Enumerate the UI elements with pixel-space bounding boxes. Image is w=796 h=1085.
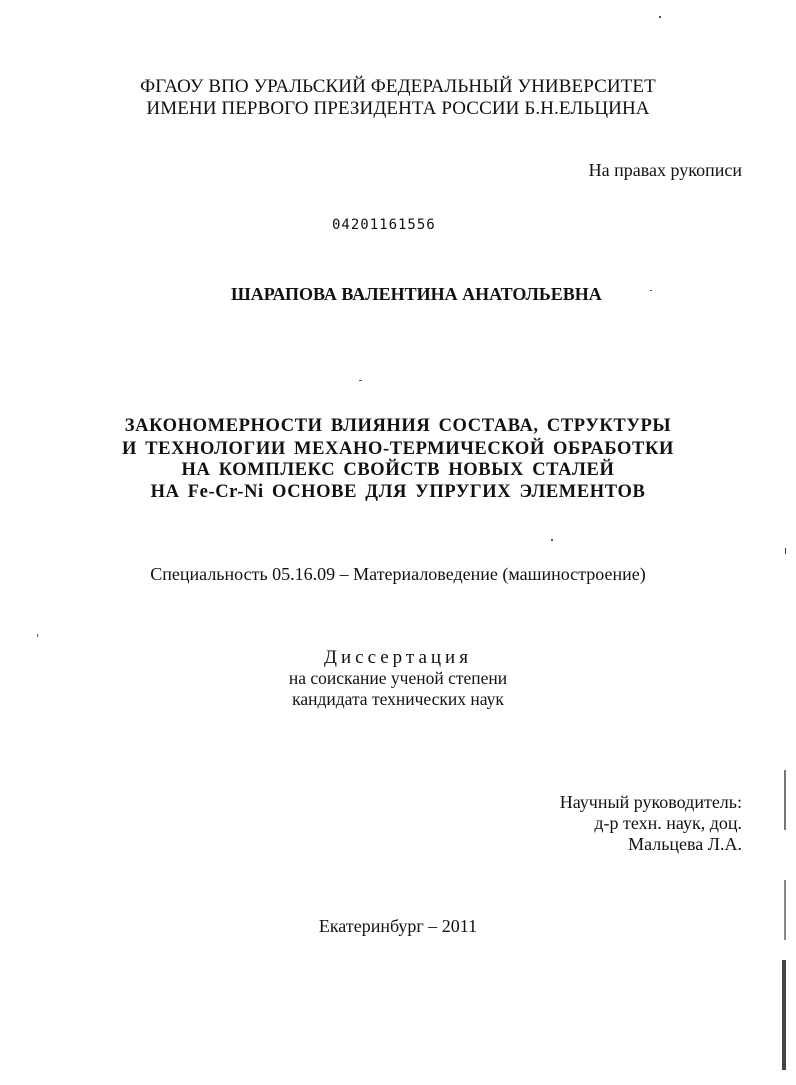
scan-speck (551, 539, 553, 541)
scan-edge-mark (785, 548, 786, 554)
scan-edge-mark (782, 960, 786, 1070)
institution-line-2: ИМЕНИ ПЕРВОГО ПРЕЗИДЕНТА РОССИИ Б.Н.ЕЛЬЦИНА (146, 98, 650, 119)
supervisor-label: Научный руководитель: (559, 792, 742, 812)
title-line-1: ЗАКОНОМЕРНОСТИ ВЛИЯНИЯ СОСТАВА, СТРУКТУРЫ (124, 416, 672, 436)
manuscript-note: На правах рукописи (588, 160, 742, 180)
specialty: Специальность 05.16.09 – Материаловедение (машиностроение) (150, 564, 646, 584)
title-line-2: И ТЕХНОЛОГИИ МЕХАНО-ТЕРМИЧЕСКОЙ ОБРАБОТКИ (122, 439, 674, 459)
title-line-3: НА КОМПЛЕКС СВОЙСТВ НОВЫХ СТАЛЕЙ (181, 460, 615, 480)
scan-speck (359, 380, 362, 381)
work-type: Диссертация (324, 647, 472, 668)
place-year: Екатеринбург – 2011 (318, 916, 478, 936)
degree-line-1: на соискание ученой степени (288, 668, 508, 688)
catalog-code: 04201161556 (332, 217, 436, 233)
scan-edge-mark (784, 880, 786, 940)
degree-line-2: кандидата технических наук (292, 689, 504, 709)
institution-line-1: ФГАОУ ВПО УРАЛЬСКИЙ ФЕДЕРАЛЬНЫЙ УНИВЕРСИТЕТ (140, 76, 656, 97)
scan-edge-mark (784, 770, 786, 830)
scan-speck (37, 634, 38, 637)
author-name: ШАРАПОВА ВАЛЕНТИНА АНАТОЛЬЕВНА (231, 284, 602, 304)
scan-speck (659, 16, 661, 18)
title-line-4: НА Fe-Cr-Ni ОСНОВЕ ДЛЯ УПРУГИХ ЭЛЕМЕНТОВ (150, 482, 646, 502)
supervisor-degree: д-р техн. наук, доц. (594, 813, 742, 833)
supervisor-name: Мальцева Л.А. (628, 834, 742, 854)
scan-speck (650, 290, 652, 291)
